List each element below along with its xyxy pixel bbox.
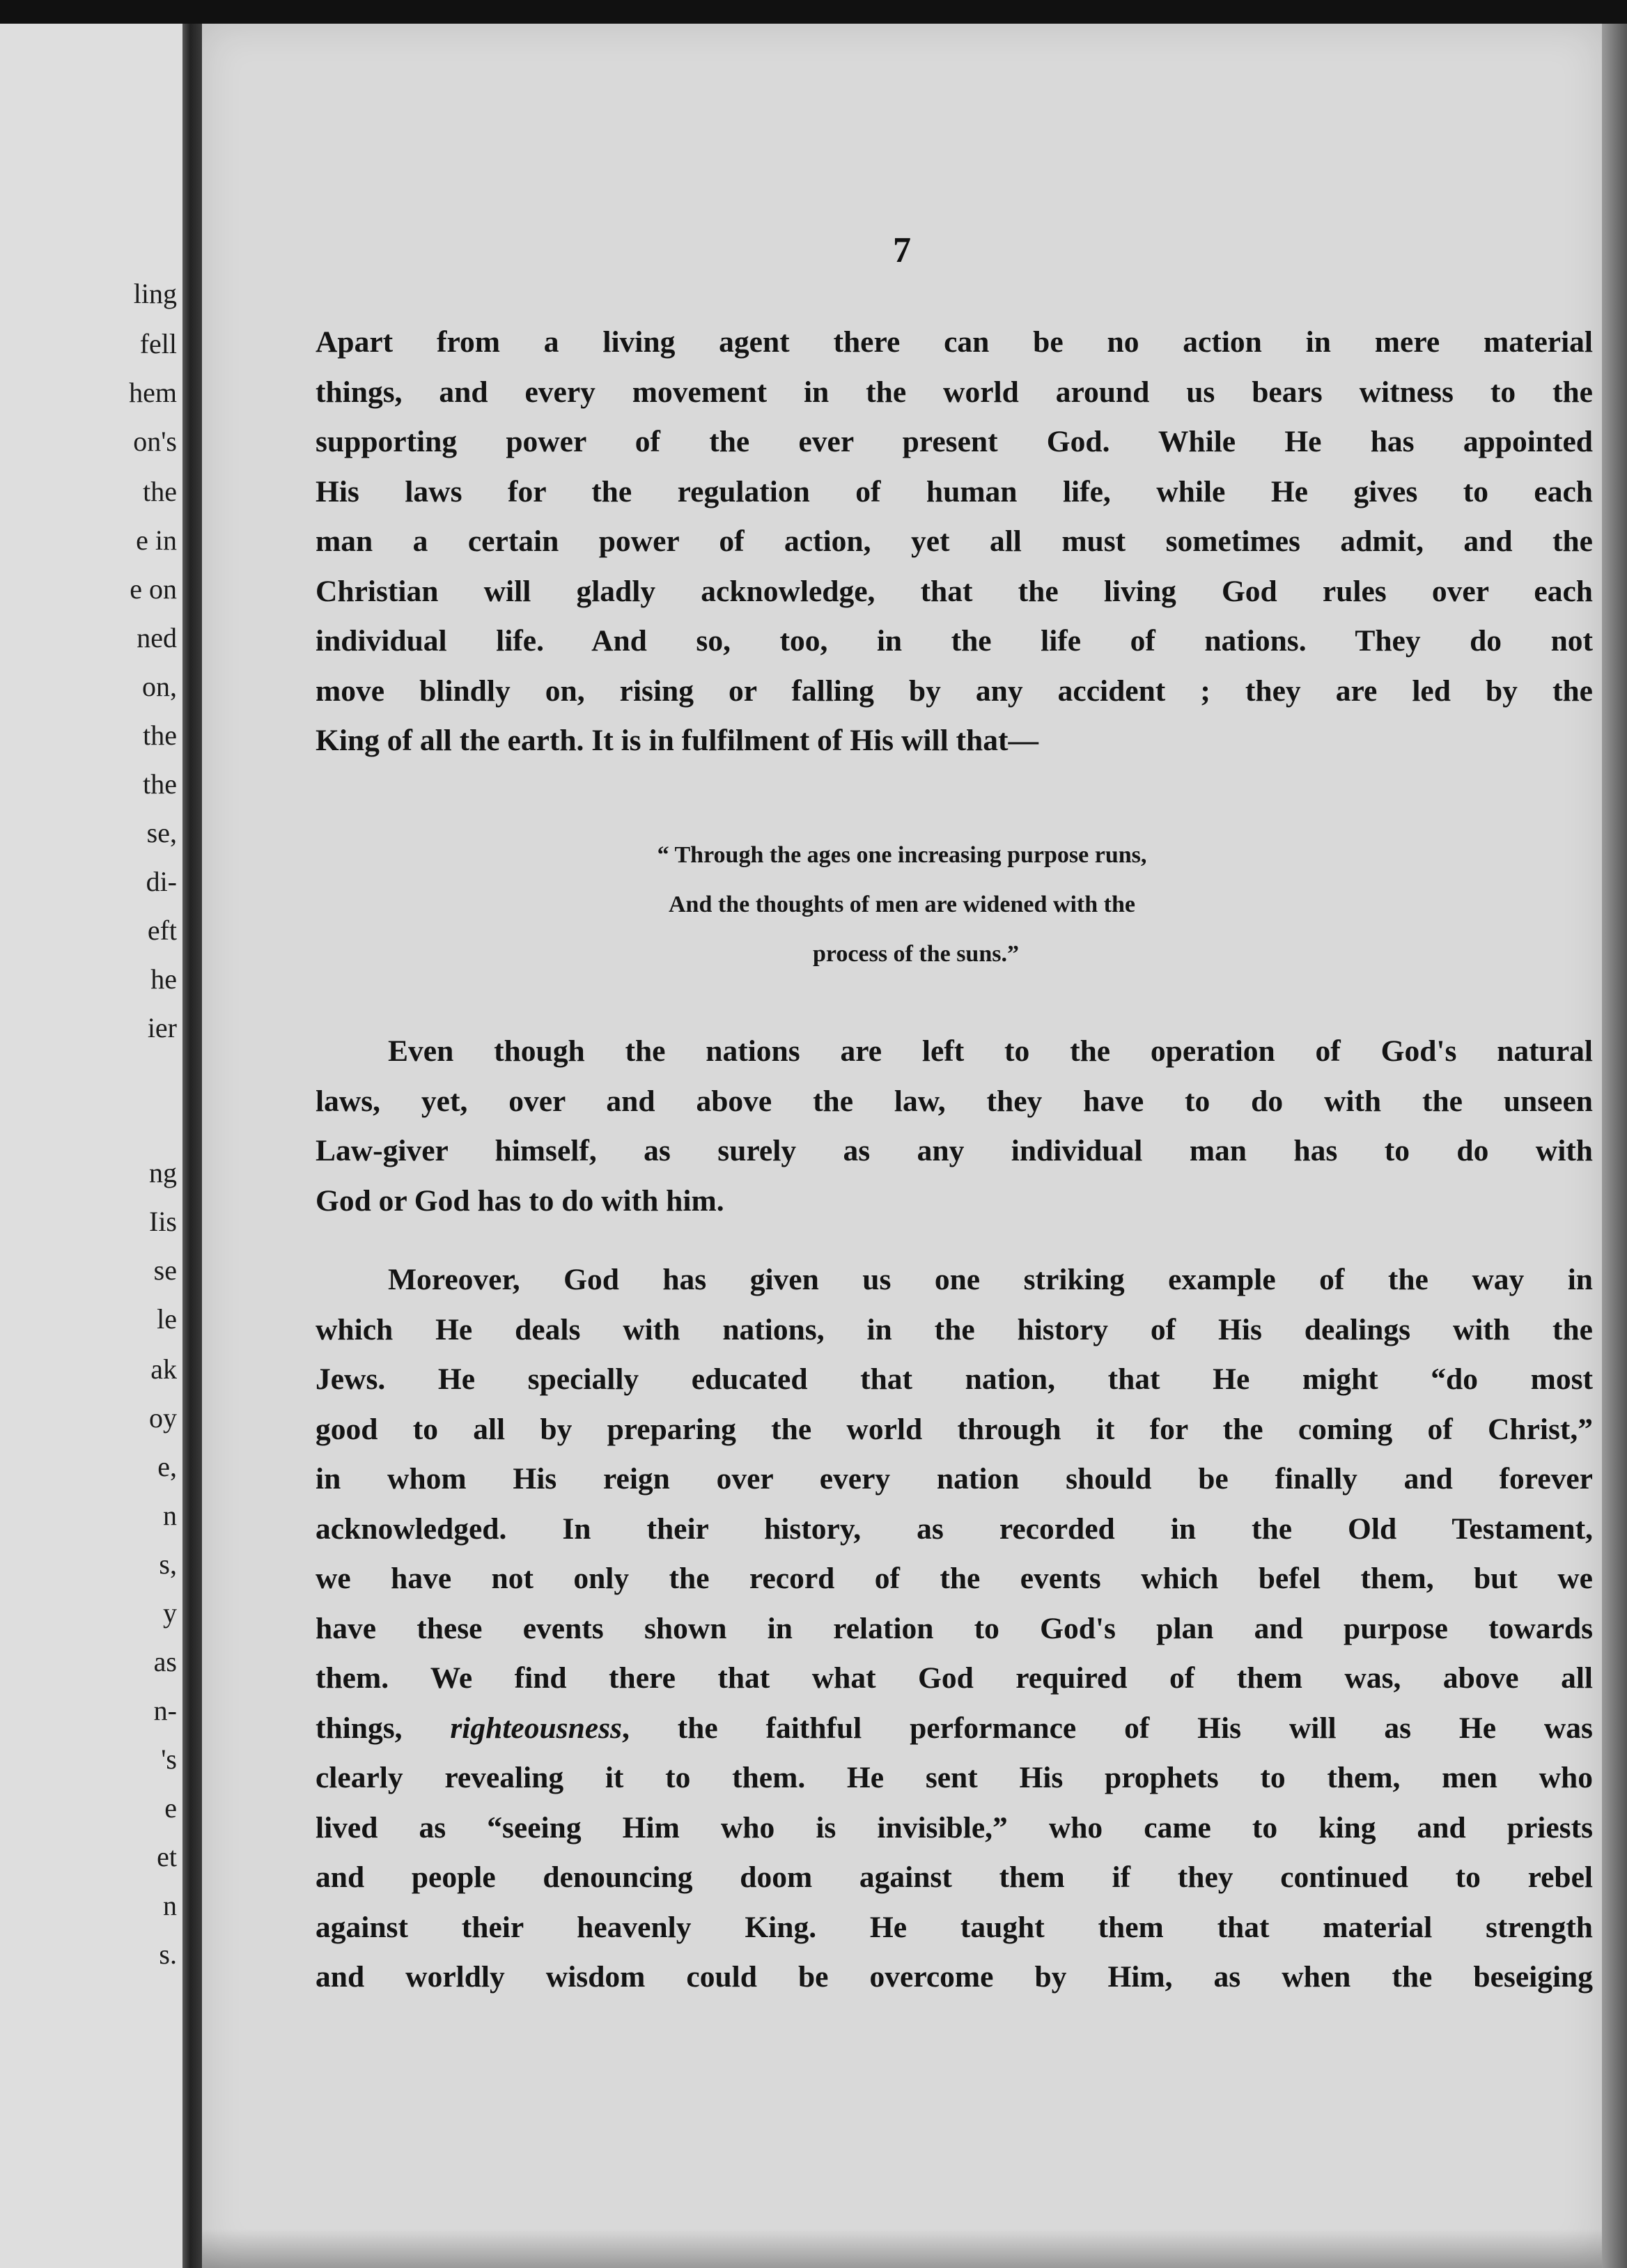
scan-top-border [0, 0, 1627, 24]
facing-page-word-fragment: s, [159, 1548, 177, 1580]
facing-page-word-fragment: the [143, 720, 177, 751]
book-gutter [182, 24, 202, 2268]
text-line: Moreover, God has given us one striking example of the way in [388, 1263, 1593, 1296]
text-line: lived as “seeing Him who is invisible,” who came to king and priests [316, 1810, 1593, 1844]
text-line: things, and every movement in the world around us bears witness to the [316, 375, 1593, 409]
text-line: His laws for the regulation of human life, while He gives to each [316, 474, 1593, 508]
facing-page-word-fragment: se, [146, 817, 177, 848]
text-line: them. We find there that what God required of them was, above all [316, 1661, 1593, 1695]
facing-page-word-fragment: the [143, 768, 177, 800]
paragraph-3 [316, 1255, 1593, 2003]
text-line: God or God has to do with him. [316, 1183, 724, 1218]
paragraph-2 [316, 1027, 1593, 1226]
text-line: Even though the nations are left to the operation of God's natural [388, 1034, 1593, 1068]
facing-page-word-fragment: y [163, 1597, 177, 1629]
facing-page-word-fragment: eft [147, 915, 177, 946]
text-line: clearly revealing it to them. He sent His prophets to them, men who [316, 1761, 1593, 1794]
text-line: which He deals with nations, in the history of His dealings with the [316, 1312, 1593, 1346]
facing-page-word-fragment: ling [133, 278, 177, 309]
text-line: and worldly wisdom could be overcome by Him, as when the beseiging [316, 1960, 1593, 1994]
text-line: and people denouncing doom against them if they continued to rebel [316, 1861, 1593, 1894]
book-page [202, 24, 1602, 2268]
facing-page-word-fragment: ned [137, 622, 177, 653]
quote-line: process of the suns.” [813, 941, 1019, 967]
facing-page-word-fragment: oy [149, 1402, 177, 1434]
facing-page-word-fragment: fell [139, 328, 177, 359]
facing-page-word-fragment: the [143, 476, 177, 507]
text-line: Jews. He specially educated that nation, that He might “do most [316, 1362, 1593, 1396]
facing-page-word-fragment: n [163, 1890, 177, 1921]
text-line: have these events shown in relation to God's plan and purpose towards [316, 1611, 1593, 1645]
text-line: Apart from a living agent there can be no action in mere material [316, 325, 1593, 359]
facing-page-word-fragment: e in [136, 525, 177, 556]
facing-page-word-fragment: on, [142, 671, 177, 702]
facing-page-word-fragment: et [157, 1841, 177, 1872]
facing-page-word-fragment: 's [161, 1743, 177, 1775]
facing-page-word-fragment: e on [130, 573, 177, 605]
text-segment: things, [316, 1711, 451, 1745]
facing-page-word-fragment: he [150, 963, 177, 995]
text-segment: , the faithful performance of His will as He was [621, 1711, 1593, 1745]
paragraph-1 [316, 318, 1593, 766]
text-line: supporting power of the ever present God. While He has appointed [316, 425, 1593, 458]
text-line: individual life. And so, too, in the life of nations. They do not [316, 624, 1593, 658]
facing-page-word-fragment: di- [146, 866, 177, 897]
facing-page-word-fragment: ier [147, 1012, 177, 1043]
page-edge [1602, 24, 1627, 2268]
facing-page-word-fragment: ng [149, 1157, 177, 1188]
text-line: we have not only the record of the events which befel them, but we [316, 1562, 1593, 1595]
facing-page-word-fragment: Iis [149, 1206, 177, 1237]
quote-line: “ Through the ages one increasing purpose runs, [657, 842, 1147, 868]
facing-page-word-fragment: s. [159, 1939, 177, 1970]
page-bottom-shadow [202, 2229, 1602, 2268]
facing-page-word-fragment: se [153, 1255, 177, 1286]
facing-page-word-fragment: on's [133, 426, 177, 457]
facing-page-word-fragment: ak [150, 1353, 177, 1385]
facing-page-word-fragment: n- [153, 1695, 177, 1726]
facing-page-word-fragment: n [163, 1500, 177, 1531]
facing-page-word-fragment: e, [157, 1451, 177, 1482]
text-line: Law-giver himself, as surely as any individual man has to do with [316, 1134, 1593, 1167]
text-line: acknowledged. In their history, as recorded in the Old Testament, [316, 1512, 1593, 1546]
text-line: King of all the earth. It is in fulfilment of His will that— [316, 724, 1038, 757]
text-line: in whom His reign over every nation should be finally and forever [316, 1462, 1593, 1496]
text-line: laws, yet, over and above the law, they have to do with the unseen [316, 1084, 1593, 1118]
text-line: good to all by preparing the world through it for the coming of Christ,” [316, 1412, 1593, 1446]
facing-page-word-fragment: le [157, 1303, 177, 1335]
text-line: man a certain power of action, yet all must sometimes admit, and the [316, 525, 1593, 558]
text-line [316, 1704, 1593, 1754]
text-line: move blindly on, rising or falling by any accident ; they are led by the [316, 674, 1593, 708]
italic-word: righteousness [450, 1711, 622, 1745]
facing-page-fragment [0, 24, 182, 2268]
poetry-quote [202, 830, 1602, 979]
quote-line: And the thoughts of men are widened with the [669, 892, 1135, 917]
facing-page-word-fragment: e [164, 1792, 177, 1824]
text-line: against their heavenly King. He taught them that material strength [316, 1910, 1593, 1944]
text-line: Christian will gladly acknowledge, that the living God rules over each [316, 574, 1593, 608]
facing-page-word-fragment: hem [129, 377, 177, 408]
facing-page-word-fragment: as [153, 1646, 177, 1677]
page-number: 7 [893, 231, 911, 270]
